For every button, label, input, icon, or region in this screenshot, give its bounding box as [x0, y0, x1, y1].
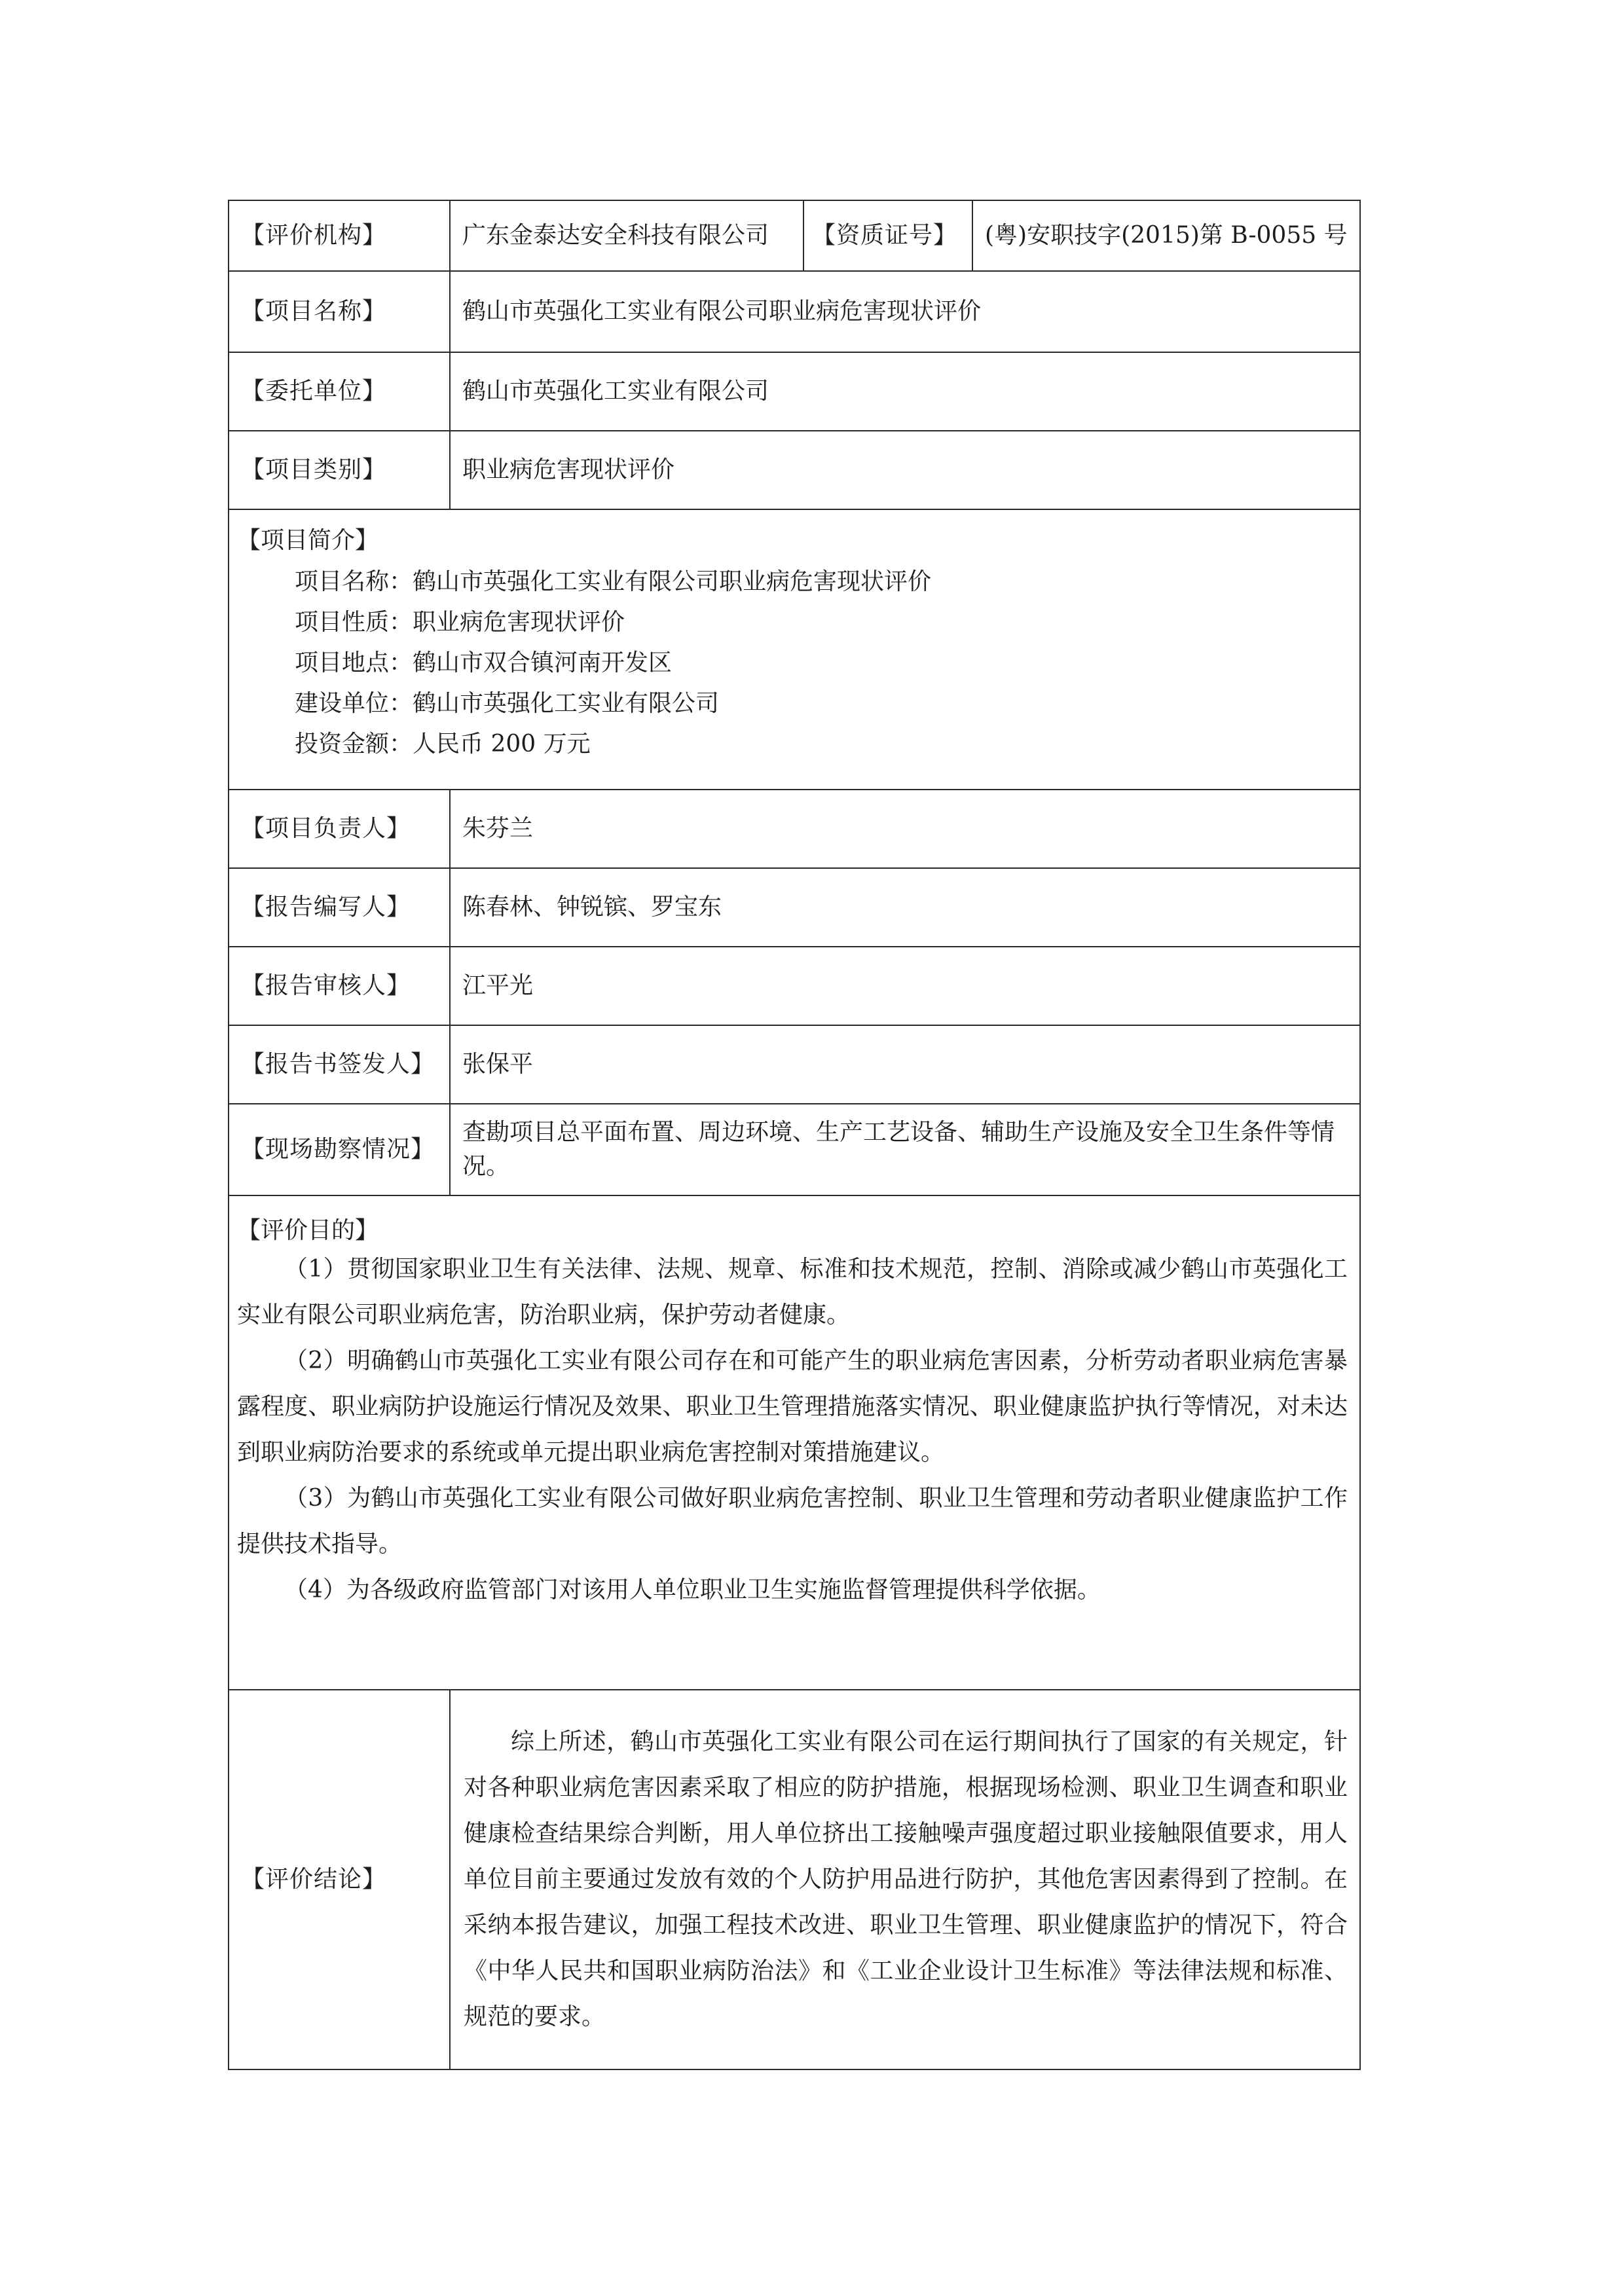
writers-value: 陈春林、钟锐镔、罗宝东: [450, 868, 1360, 947]
intro-line: 建设单位：鹤山市英强化工实业有限公司: [295, 689, 720, 717]
site-survey-value: 查勘项目总平面布置、周边环境、生产工艺设备、辅助生产设施及安全卫生条件等情况。: [450, 1104, 1360, 1195]
intro-line: 项目地点：鹤山市双合镇河南开发区: [295, 649, 673, 676]
client-label: 【委托单位】: [229, 352, 450, 431]
row-purpose: [229, 1195, 1360, 1690]
qualification-label: 【资质证号】: [803, 200, 972, 271]
purpose-cell: [229, 1195, 1360, 1690]
row-evaluator: [229, 200, 1360, 271]
intro-line: 投资金额：人民币 200 万元: [295, 730, 591, 757]
client-value: 鹤山市英强化工实业有限公司: [450, 352, 1360, 431]
site-survey-label: 【现场勘察情况】: [229, 1104, 450, 1195]
evaluation-form: [228, 200, 1359, 2070]
purpose-item: （2）明确鹤山市英强化工实业有限公司存在和可能产生的职业病危害因素，分析劳动者职业病危害暴露程度、职业病防护设施运行情况及效果、职业卫生管理措施落实情况、职业健康监护执行等情况，对未达到职业病防治要求的系统或单元提出职业病危害控制对策措施建议。: [237, 1347, 1348, 1466]
row-reviewer: [229, 947, 1360, 1025]
project-name-label: 【项目名称】: [229, 271, 450, 352]
row-project-type: [229, 431, 1360, 509]
evaluator-value: 广东金泰达安全科技有限公司: [450, 200, 803, 271]
row-client: [229, 352, 1360, 431]
project-intro-cell: [229, 509, 1360, 790]
leader-value: 朱芬兰: [450, 790, 1360, 868]
row-site-survey: [229, 1104, 1360, 1195]
qualification-value: (粤)安职技字(2015)第 B-0055 号: [972, 200, 1360, 271]
intro-line: 项目性质：职业病危害现状评价: [295, 608, 625, 636]
form-table: [228, 200, 1361, 2070]
issuer-value: 张保平: [450, 1025, 1360, 1104]
row-conclusion: [229, 1690, 1360, 2069]
purpose-item: （4）为各级政府监管部门对该用人单位职业卫生实施监督管理提供科学依据。: [284, 1576, 1101, 1603]
purpose-item: （3）为鹤山市英强化工实业有限公司做好职业病危害控制、职业卫生管理和劳动者职业健康监护工作提供技术指导。: [237, 1484, 1348, 1558]
project-type-label: 【项目类别】: [229, 431, 450, 509]
conclusion-text: 综上所述，鹤山市英强化工实业有限公司在运行期间执行了国家的有关规定，针对各种职业病危害因素采取了相应的防护措施，根据现场检测、职业卫生调查和职业健康检查结果综合判断，用人单位挤出工接触噪声强度超过职业接触限值要求，用人单位目前主要通过发放有效的个人防护用品进行防护，其他危害因素得到了控制。在采纳本报告建议，加强工程技术改进、职业卫生管理、职业健康监护的情况下，符合《中华人民共和国职业病防治法》和《工业企业设计卫生标准》等法律法规和标准、规范的要求。: [464, 1728, 1348, 2030]
project-intro-title: 【项目简介】: [237, 527, 379, 554]
evaluator-label: 【评价机构】: [229, 200, 450, 271]
purpose-item: （1）贯彻国家职业卫生有关法律、法规、规章、标准和技术规范，控制、消除或减少鹤山市英强化工实业有限公司职业病危害，防治职业病，保护劳动者健康。: [237, 1255, 1348, 1328]
reviewer-label: 【报告审核人】: [229, 947, 450, 1025]
leader-label: 【项目负责人】: [229, 790, 450, 868]
row-issuer: [229, 1025, 1360, 1104]
reviewer-value: 江平光: [450, 947, 1360, 1025]
conclusion-cell: [450, 1690, 1360, 2069]
row-project-intro: [229, 509, 1360, 790]
conclusion-label: 【评价结论】: [229, 1690, 450, 2069]
row-writers: [229, 868, 1360, 947]
intro-line: 项目名称：鹤山市英强化工实业有限公司职业病危害现状评价: [295, 568, 932, 595]
row-leader: [229, 790, 1360, 868]
purpose-title: 【评价目的】: [237, 1217, 379, 1244]
project-name-value: 鹤山市英强化工实业有限公司职业病危害现状评价: [450, 271, 1360, 352]
row-project-name: [229, 271, 1360, 352]
writers-label: 【报告编写人】: [229, 868, 450, 947]
project-type-value: 职业病危害现状评价: [450, 431, 1360, 509]
issuer-label: 【报告书签发人】: [229, 1025, 450, 1104]
